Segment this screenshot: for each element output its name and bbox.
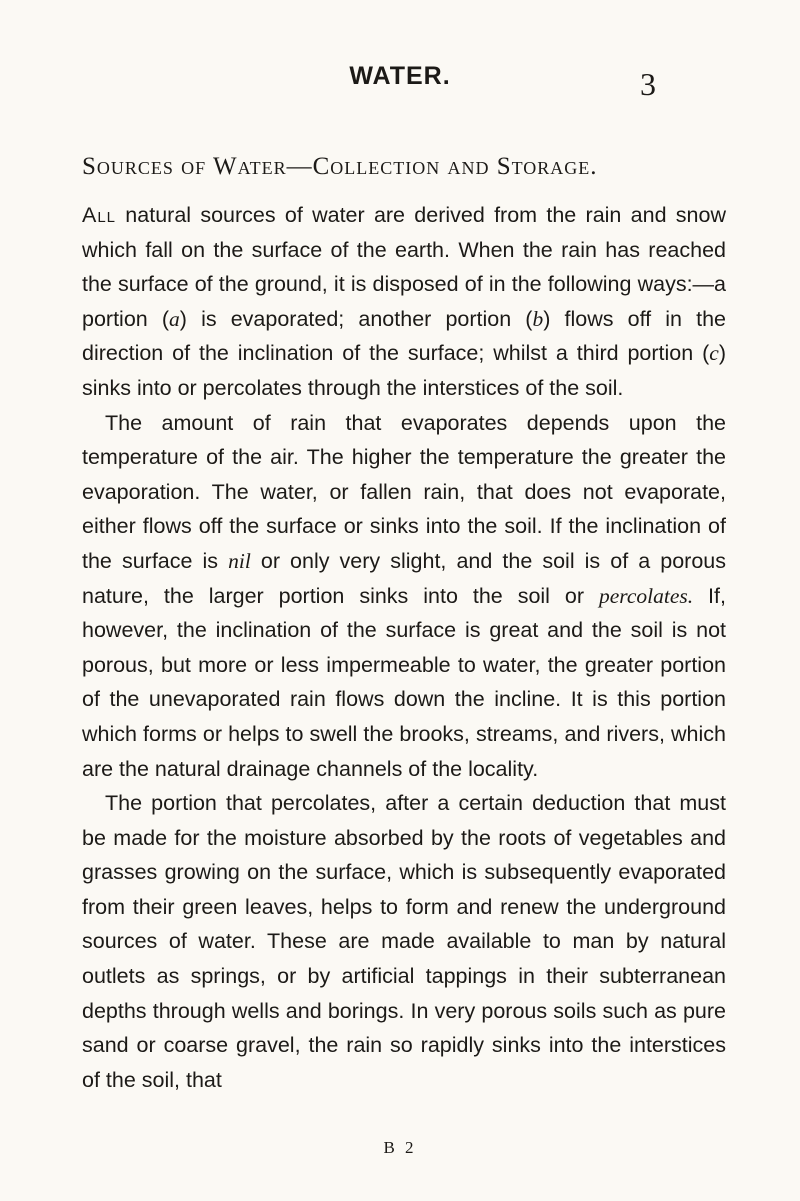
paragraph-1 — [82, 198, 726, 406]
italic-letter-c: c — [709, 341, 719, 366]
text-run: or only very slight, and the soil is of a porous nature, the larger portion sinks into the soil or — [82, 548, 726, 608]
italic-word-percolates: percolates. — [598, 583, 694, 608]
signature-mark: B 2 — [383, 1138, 417, 1157]
text-run: natural sources of water are derived from the rain and snow which fall on the surface of the earth. When the rain has reached the surface of the ground, it is disposed of in the following ways:—a portion ( — [82, 203, 726, 331]
lead-word: All — [82, 203, 117, 227]
text-run: ) sinks into or percolates through the interstices of the soil. — [82, 341, 726, 400]
text-run: If, however, the inclination of the surface is great and the soil is not porous, but more or less impermeable to water, the greater portion of the unevaporated rain flows down the incline. It is this portion which forms or helps to swell the brooks, streams, and rivers, which are the natural drainage channels of the locality. — [82, 583, 726, 781]
text-run: ) is evaporated; another portion ( — [179, 306, 533, 331]
italic-letter-b: b — [532, 306, 544, 331]
italic-word-nil: nil — [228, 548, 251, 573]
section-heading: Sources of Water—Collection and Storage. — [82, 153, 598, 180]
text-run: The amount of rain that evaporates depends upon the temperature of the air. The higher the temperature the greater the evaporation. The water, or fallen rain, that does not evaporate, either flows off the surface or sinks into the soil. If the inclination of the surface is — [82, 410, 726, 573]
page-header — [0, 62, 800, 102]
text-run: The portion that percolates, after a certain deduction that must be made for the moisture absorbed by the roots of vegetables and grasses growing on the surface, which is subsequently evaporated from their green leaves, helps to form and renew the underground sources of water. These are made available to man by natural outlets as springs, or by artificial tappings in their subterranean depths through wells and borings. In very porous soils such as pure sand or coarse gravel, the rain so rapidly sinks into the interstices of the soil, that — [82, 791, 726, 1092]
body-text — [82, 198, 726, 1097]
italic-letter-a: a — [169, 306, 180, 331]
page-number: 3 — [640, 66, 656, 102]
text-run: ) flows off in the direction of the inclination of the surface; whilst a third portion ( — [82, 306, 726, 366]
paragraph-2 — [82, 406, 726, 787]
paragraph-3 — [82, 786, 726, 1097]
running-head: WATER. — [349, 62, 451, 90]
